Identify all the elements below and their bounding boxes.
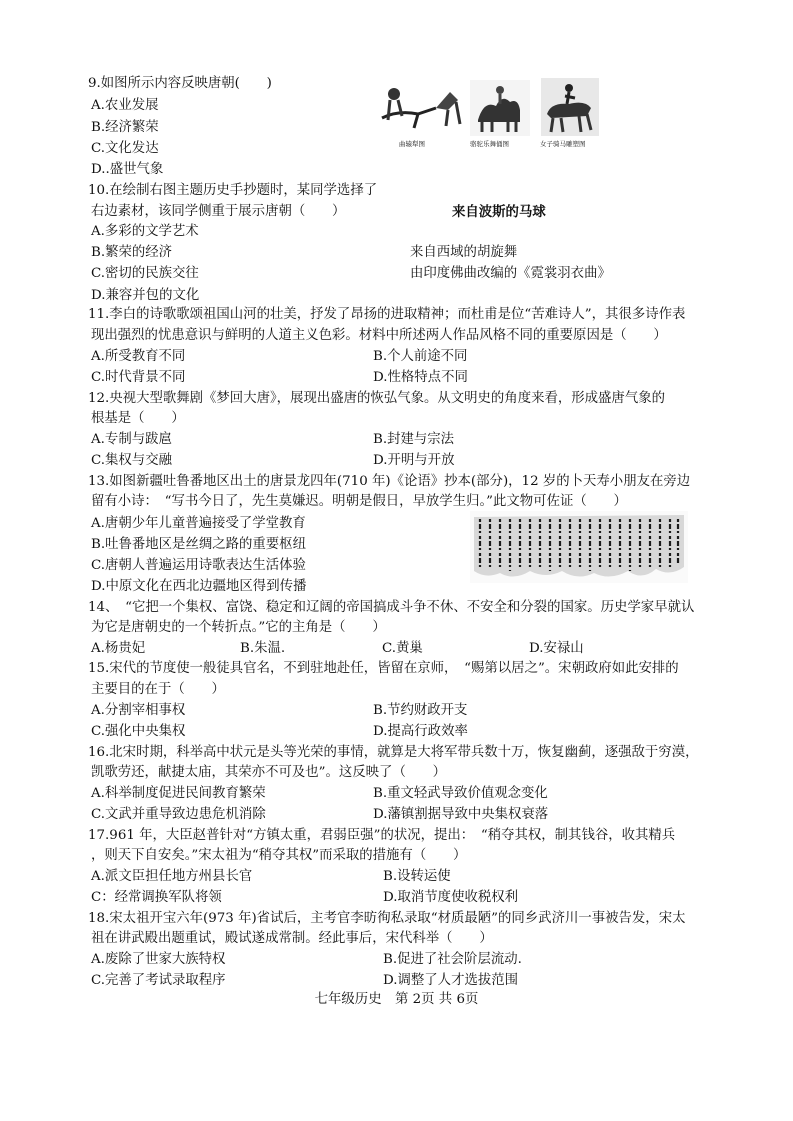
camel-caption: 骆驼乐舞俑图 bbox=[470, 140, 509, 148]
q11-option-d: D.性格特点不同 bbox=[373, 370, 468, 385]
page-footer: 七年级历史 第 2页 共 6页 bbox=[314, 992, 479, 1007]
q12-option-b: B.封建与宗法 bbox=[373, 432, 455, 447]
q9-option-b: B.经济繁荣 bbox=[91, 120, 159, 135]
q12-stem-line1: 12.央视大型歌舞剧《梦回大唐》，展现出盛唐的恢弘气象。从文明史的角度来看，形成盛唐气象的 bbox=[88, 391, 665, 406]
q13-option-a: A.唐朝少年儿童普遍接受了学堂教育 bbox=[91, 516, 306, 531]
q17-option-b: B.设转运使 bbox=[383, 869, 451, 884]
q18-option-b: B.促进了社会阶层流动. bbox=[383, 952, 522, 967]
q16-option-b: B.重文轻武导致价值观念变化 bbox=[373, 786, 548, 801]
q16-option-c: C.文武并重导致边患危机消除 bbox=[91, 807, 266, 822]
q16-option-d: D.藩镇割据导致中央集权衰落 bbox=[373, 807, 549, 822]
camel-figure bbox=[470, 80, 530, 136]
q15-stem-line1: 15.宋代的节度使一般徒具官名，不到驻地赴任，皆留在京师， “赐第以居之”。宋朝政府如此安排的 bbox=[88, 661, 679, 676]
q16-option-a: A.科举制度促进民间教育繁荣 bbox=[91, 786, 266, 801]
q15-option-d: D.提高行政效率 bbox=[373, 724, 468, 739]
plough-caption: 曲辕犁图 bbox=[399, 140, 425, 148]
q12-option-a: A.专制与跋扈 bbox=[91, 432, 172, 447]
q10-option-b: B.繁荣的经济 bbox=[91, 245, 173, 260]
q10-option-d: D.兼容并包的文化 bbox=[91, 288, 200, 303]
q14-option-d: D.安禄山 bbox=[529, 641, 584, 656]
q10-stem-line1: 10.在绘制右图主题历史手抄题时，某同学选择了 bbox=[88, 183, 378, 198]
q18-option-a: A.废除了世家大族特权 bbox=[91, 952, 226, 967]
manuscript-figure bbox=[470, 511, 688, 583]
q11-stem-line2: 现出强烈的忧患意识与鲜明的人道主义色彩。材料中所述两人作品风格不同的重要原因是（ ） bbox=[91, 328, 667, 343]
q11-stem-line1: 11.李白的诗歌歌颂祖国山河的壮美，抒发了昂扬的进取精神；而杜甫是位“苦难诗人”，其很多诗作表 bbox=[88, 307, 686, 322]
q17-option-c: C：经常调换军队将领 bbox=[91, 890, 222, 905]
horse-rider-figure bbox=[541, 78, 599, 136]
q10-option-a: A.多彩的文学艺术 bbox=[91, 224, 199, 239]
q9-stem: 9.如图所示内容反映唐朝( ) bbox=[88, 76, 272, 91]
q13-option-c: C.唐朝人普遍运用诗歌表达生活体验 bbox=[91, 558, 306, 573]
q14-option-a: A.杨贵妃 bbox=[91, 641, 146, 656]
q15-stem-line2: 主要目的在于（ ） bbox=[91, 682, 225, 697]
q18-stem-line1: 18.宋太祖开宝六年(973 年)省试后，主考官李昉徇私录取“材质最陋”的同乡武济川一事被告发，宋太 bbox=[88, 911, 686, 926]
q13-stem-line2: 留有小诗： “写书今日了，先生莫嫌迟。明朝是假日，早放学生归。”此文物可佐证（ ） bbox=[91, 494, 627, 509]
q15-option-a: A.分割宰相事权 bbox=[91, 703, 186, 718]
q12-option-d: D.开明与开放 bbox=[373, 453, 455, 468]
q10-material-3: 由印度佛曲改编的《霓裳羽衣曲》 bbox=[410, 266, 611, 281]
q13-option-d: D.中原文化在西北边疆地区得到传播 bbox=[91, 579, 307, 594]
q9-option-a: A.农业发展 bbox=[91, 98, 159, 113]
horse-rider-caption: 女子骑马雕塑图 bbox=[540, 140, 586, 148]
q16-stem-line1: 16.北宋时期，科举高中状元是头等光荣的事情，就算是大将军带兵数十万，恢复幽蓟，逐强敌于穷漠， bbox=[88, 745, 699, 760]
q11-option-a: A.所受教育不同 bbox=[91, 349, 186, 364]
q10-material-1: 来自波斯的马球 bbox=[452, 205, 546, 220]
q11-option-b: B.个人前途不同 bbox=[373, 349, 468, 364]
q14-stem-line2: 为它是唐朝史的一个转折点。”它的主角是（ ） bbox=[91, 620, 386, 635]
q18-option-d: D.调整了人才选拔范围 bbox=[383, 973, 519, 988]
q13-option-b: B.吐鲁番地区是丝绸之路的重要枢纽 bbox=[91, 537, 306, 552]
q17-option-a: A.派文臣担任地方州县长官 bbox=[91, 869, 253, 884]
q10-material-2: 来自西域的胡旋舞 bbox=[410, 245, 518, 260]
q10-stem-line2: 右边素材，该同学侧重于展示唐朝（ ） bbox=[91, 204, 346, 219]
q17-stem-line2: ，则天下自安矣。”宋太祖为“稍夺其权”而采取的措施有（ ） bbox=[91, 848, 467, 863]
plough-figure bbox=[378, 80, 464, 132]
q9-option-d: D..盛世气象 bbox=[91, 162, 164, 177]
q14-option-c: C.黄巢 bbox=[382, 641, 423, 656]
q9-option-c: C.文化发达 bbox=[91, 141, 159, 156]
q10-option-c: C.密切的民族交往 bbox=[91, 266, 199, 281]
q17-stem-line1: 17.961 年，大臣赵普针对“方镇太重，君弱臣强”的状况，提出： “稍夺其权，制其钱谷，收其精兵 bbox=[88, 828, 676, 843]
q16-stem-line2: 凯歌劳还，献捷太庙，其荣亦不可及也”。这反映了（ ） bbox=[91, 765, 446, 780]
q17-option-d: D.取消节度使收税权利 bbox=[383, 890, 519, 905]
q14-stem-line1: 14、 “它把一个集权、富饶、稳定和辽阔的帝国搞成斗争不休、不安全和分裂的国家。历史学家早就认 bbox=[88, 600, 695, 615]
q12-stem-line2: 根基是（ ） bbox=[91, 411, 185, 426]
q12-option-c: C.集权与交融 bbox=[91, 453, 172, 468]
q15-option-b: B.节约财政开支 bbox=[373, 703, 468, 718]
q18-stem-line2: 祖在讲武殿出题重试，殿试遂成常制。经此事后，宋代科举（ ） bbox=[91, 931, 493, 946]
q18-option-c: C.完善了考试录取程序 bbox=[91, 973, 226, 988]
q14-option-b: B.朱温. bbox=[240, 641, 286, 656]
q15-option-c: C.强化中央集权 bbox=[91, 724, 186, 739]
q13-stem-line1: 13.如图新疆吐鲁番地区出土的唐景龙四年(710 年)《论语》抄本(部分)，12 岁的卜天寿小朋友在旁边 bbox=[88, 474, 691, 489]
q11-option-c: C.时代背景不同 bbox=[91, 370, 186, 385]
